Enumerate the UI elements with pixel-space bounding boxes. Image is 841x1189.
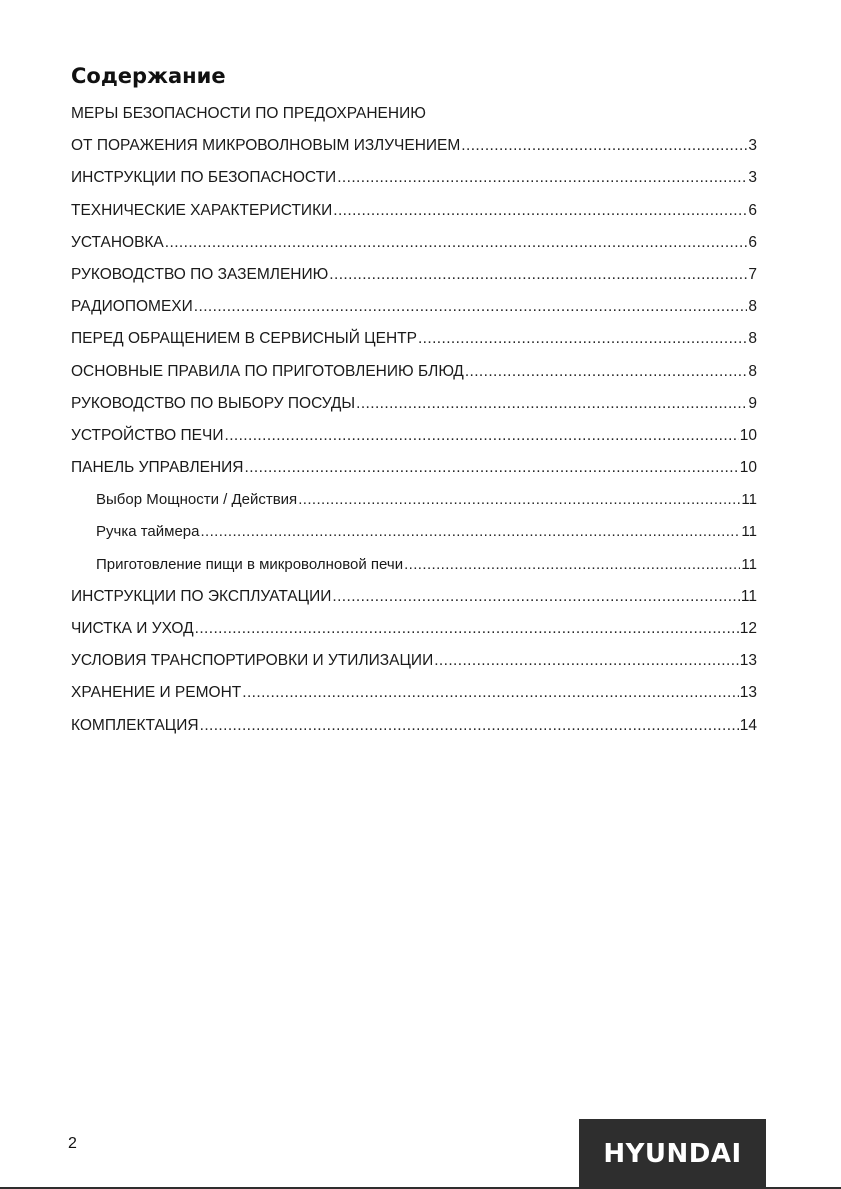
toc-entry[interactable] (71, 613, 757, 645)
toc-entry-title: КОМПЛЕКТАЦИЯ (71, 716, 199, 734)
toc-entry-page: 11 (740, 587, 757, 605)
toc-entry-title: Выбор Мощности / Действия (96, 491, 298, 509)
toc-dot-leader (195, 613, 739, 645)
toc-dot-leader (333, 195, 747, 227)
toc-entry[interactable] (71, 291, 757, 323)
toc-dot-leader (245, 452, 739, 484)
toc-entry-title: УСТАНОВКА (71, 233, 164, 251)
toc-entry-page: 6 (748, 201, 757, 219)
toc-entry-page: 6 (748, 233, 757, 251)
toc-dot-leader (418, 323, 747, 355)
toc-entry-title: МЕРЫ БЕЗОПАСНОСТИ ПО ПРЕДОХРАНЕНИЮ (71, 105, 426, 122)
toc-entry-page: 3 (748, 169, 757, 187)
toc-entry[interactable] (71, 130, 757, 162)
toc-dot-leader (404, 549, 740, 581)
toc-dot-leader (329, 259, 747, 291)
toc-entry[interactable] (71, 227, 757, 259)
toc-entry-title: ОСНОВНЫЕ ПРАВИЛА ПО ПРИГОТОВЛЕНИЮ БЛЮД (71, 362, 464, 380)
toc-entry-page: 11 (741, 555, 757, 573)
toc-dot-leader (434, 645, 739, 677)
toc-dot-leader (461, 130, 747, 162)
toc-entry[interactable] (71, 645, 757, 677)
toc-entry-page: 3 (748, 137, 757, 155)
toc-entry-title: ОТ ПОРАЖЕНИЯ МИКРОВОЛНОВЫМ ИЗЛУЧЕНИЕМ (71, 137, 461, 155)
toc-entry[interactable] (71, 420, 757, 452)
toc-entry-page: 8 (748, 330, 757, 348)
toc-entry-page: 8 (748, 298, 757, 316)
toc-dot-leader (194, 291, 748, 323)
toc-entry[interactable] (71, 356, 757, 388)
toc-entry-title: Ручка таймера (96, 523, 200, 541)
toc-entry[interactable] (71, 195, 757, 227)
toc-entry-title: Приготовление пищи в микроволновой печи (96, 555, 404, 573)
toc-dot-leader (242, 677, 739, 709)
toc-entry-page: 7 (748, 265, 757, 283)
toc-entry[interactable] (71, 581, 757, 613)
toc-entry-page: 10 (739, 459, 757, 477)
toc-entry-title: ЧИСТКА И УХОД (71, 620, 194, 637)
toc-entry-title: ХРАНЕНИЕ И РЕМОНТ (71, 684, 242, 702)
toc-entry-title: УСТРОЙСТВО ПЕЧИ (71, 426, 224, 444)
toc-entry-title: ИНСТРУКЦИИ ПО ЭКСПЛУАТАЦИИ (71, 587, 332, 605)
toc-entry-title: ТЕХНИЧЕСКИЕ ХАРАКТЕРИСТИКИ (71, 201, 333, 219)
toc-dot-leader (465, 356, 748, 388)
hyundai-logo: HYUNDAI (579, 1119, 766, 1189)
toc-entry[interactable] (71, 323, 757, 355)
toc-subentry[interactable] (71, 516, 757, 548)
toc-entry-title: ПЕРЕД ОБРАЩЕНИЕМ В СЕРВИСНЫЙ ЦЕНТР (71, 330, 417, 348)
toc-entry-page: 9 (748, 394, 757, 412)
toc-dot-leader (200, 516, 740, 548)
toc-subentry[interactable] (71, 484, 757, 516)
toc-dot-leader (224, 420, 738, 452)
toc-entry-page: 13 (739, 652, 757, 670)
toc-intro-line (71, 98, 757, 130)
toc-entry-page: 11 (741, 523, 757, 541)
toc-entry-page: 11 (741, 491, 757, 509)
toc-entry-title: РАДИОПОМЕХИ (71, 298, 193, 316)
toc-entry[interactable] (71, 710, 757, 742)
table-of-contents (71, 98, 757, 742)
toc-dot-leader (165, 227, 748, 259)
toc-dot-leader (298, 484, 740, 516)
toc-entry-page: 14 (739, 716, 757, 734)
toc-dot-leader (332, 581, 740, 613)
toc-entry[interactable] (71, 388, 757, 420)
toc-subentry[interactable] (71, 549, 757, 581)
toc-entry-page: 10 (739, 426, 757, 444)
toc-entry[interactable] (71, 677, 757, 709)
toc-dot-leader (337, 162, 747, 194)
toc-dot-leader (356, 388, 747, 420)
toc-entry-page: 8 (748, 362, 757, 380)
page-title: Содержание (71, 64, 226, 88)
toc-entry-page: 13 (739, 684, 757, 702)
toc-entry-page: 12 (739, 620, 757, 637)
toc-entry[interactable] (71, 452, 757, 484)
toc-entry-title: РУКОВОДСТВО ПО ЗАЗЕМЛЕНИЮ (71, 265, 329, 283)
toc-entry-title: РУКОВОДСТВО ПО ВЫБОРУ ПОСУДЫ (71, 394, 356, 412)
toc-entry[interactable] (71, 259, 757, 291)
toc-entry-title: ПАНЕЛЬ УПРАВЛЕНИЯ (71, 459, 244, 477)
toc-dot-leader (200, 710, 739, 742)
toc-entry[interactable] (71, 162, 757, 194)
toc-entry-title: ИНСТРУКЦИИ ПО БЕЗОПАСНОСТИ (71, 169, 337, 187)
page-number: 2 (68, 1135, 77, 1152)
toc-entry-title: УСЛОВИЯ ТРАНСПОРТИРОВКИ И УТИЛИЗАЦИИ (71, 652, 434, 670)
